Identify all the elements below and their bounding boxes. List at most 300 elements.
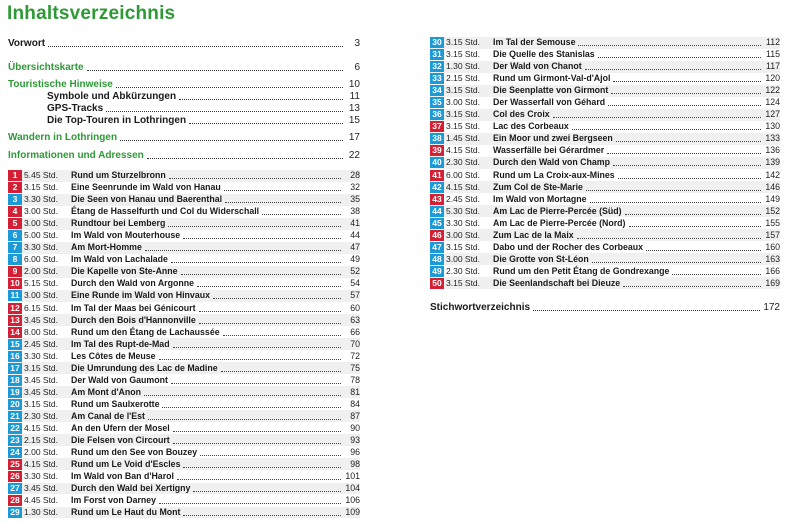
tour-duration: 5.00 Std.: [24, 230, 59, 241]
tour-duration: 4.15 Std.: [24, 458, 59, 469]
tour-row[interactable]: [430, 157, 780, 169]
tour-name: Eine Runde im Wald von Hinvaux: [71, 290, 210, 301]
tour-duration: 6.00 Std.: [24, 254, 59, 265]
tour-duration: 3.15 Std.: [446, 241, 481, 252]
tour-duration: 5.30 Std.: [446, 205, 481, 216]
tour-duration: 2.00 Std.: [24, 266, 59, 277]
tour-row[interactable]: [8, 170, 360, 182]
leader-dots: [144, 395, 341, 396]
tour-page: 155: [765, 217, 780, 228]
tour-row[interactable]: [430, 49, 780, 61]
toc-entry[interactable]: [8, 61, 360, 74]
tour-number-badge: 30: [430, 37, 444, 48]
leader-dots: [183, 238, 341, 239]
tour-number-badge: 4: [8, 206, 22, 217]
tour-name: Am Canal de l'Est: [71, 410, 145, 421]
leader-dots: [577, 238, 761, 239]
tour-name: Im Tal des Rupt-de-Mad: [71, 338, 170, 349]
tour-name: An den Ufern der Mosel: [71, 422, 170, 433]
tour-number-badge: 21: [8, 411, 22, 422]
toc-entry-stichwortverzeichnis[interactable]: [430, 301, 780, 314]
tour-number-badge: 7: [8, 242, 22, 253]
tour-duration: 3.30 Std.: [24, 194, 59, 205]
leader-dots: [162, 407, 341, 408]
leader-dots: [189, 123, 343, 124]
leader-dots: [629, 226, 762, 227]
tour-row[interactable]: [8, 254, 360, 266]
leader-dots: [625, 214, 761, 215]
leader-dots: [611, 93, 761, 94]
tour-page: 101: [345, 470, 360, 481]
toc-entry-page: 10: [348, 79, 360, 90]
tour-number-badge: 33: [430, 73, 444, 84]
tour-name: Der Wasserfall von Géhard: [493, 97, 606, 108]
tour-number-badge: 5: [8, 218, 22, 229]
tour-page: 93: [350, 434, 360, 445]
leader-dots: [159, 359, 341, 360]
tour-page: 130: [765, 121, 780, 132]
leader-dots: [646, 250, 761, 251]
tour-row[interactable]: [430, 169, 780, 181]
tour-duration: 5.45 Std.: [24, 170, 59, 181]
tour-page: 84: [350, 398, 360, 409]
tour-number-badge: 25: [8, 459, 22, 470]
tour-page: 57: [350, 290, 360, 301]
tour-number-badge: 15: [8, 339, 22, 350]
toc-entry-label: Wandern in Lothringen: [8, 132, 118, 143]
tour-number-badge: 50: [430, 278, 444, 289]
leader-dots: [592, 262, 761, 263]
tour-page: 75: [350, 362, 360, 373]
leader-dots: [585, 69, 761, 70]
tour-row[interactable]: [430, 241, 780, 253]
tour-page: 127: [765, 109, 780, 120]
tour-page: 66: [350, 326, 360, 337]
tour-name: Am Lac de Pierre-Percée (Süd): [493, 205, 622, 216]
tour-number-badge: 8: [8, 254, 22, 265]
tour-name: Étang de Hasselfurth und Col du Widerschall: [71, 206, 260, 217]
tour-duration: 4.15 Std.: [24, 422, 59, 433]
toc-entry[interactable]: [8, 37, 360, 50]
tour-number-badge: 6: [8, 230, 22, 241]
tour-name: Die Umrundung des Lac de Madine: [71, 362, 218, 373]
tour-row[interactable]: [8, 495, 360, 507]
tour-number-badge: 49: [430, 266, 444, 277]
tour-row[interactable]: [8, 434, 360, 446]
tour-duration: 2.45 Std.: [24, 338, 59, 349]
tour-row[interactable]: [430, 85, 780, 97]
leader-dots: [262, 214, 341, 215]
tour-number-badge: 38: [430, 133, 444, 144]
tour-page: 149: [765, 193, 780, 204]
tour-number-badge: 23: [8, 435, 22, 446]
leader-dots: [116, 87, 343, 88]
leader-dots: [608, 105, 761, 106]
leader-dots: [578, 45, 761, 46]
tour-page: 122: [765, 85, 780, 96]
leader-dots: [199, 323, 341, 324]
tour-number-badge: 47: [430, 242, 444, 253]
tour-duration: 5.15 Std.: [24, 278, 59, 289]
toc-entry-label: Stichwortverzeichnis: [430, 302, 531, 313]
tour-page: 109: [345, 506, 360, 517]
tour-page: 106: [345, 494, 360, 505]
tour-page: 81: [350, 386, 360, 397]
tour-duration: 3.30 Std.: [24, 470, 59, 481]
leader-dots: [586, 190, 761, 191]
tour-row[interactable]: [8, 374, 360, 386]
tour-duration: 3.30 Std.: [446, 217, 481, 228]
tour-row[interactable]: [8, 507, 360, 519]
toc-entry[interactable]: [8, 131, 360, 144]
tour-row[interactable]: [430, 145, 780, 157]
leader-dots: [553, 117, 761, 118]
tour-number-badge: 12: [8, 303, 22, 314]
tour-row[interactable]: [8, 314, 360, 326]
page-title: Inhaltsverzeichnis: [7, 3, 176, 24]
tour-row[interactable]: [8, 290, 360, 302]
tour-name: Im Wald von Lachalade: [71, 254, 168, 265]
tour-number-badge: 42: [430, 182, 444, 193]
tour-page: 163: [765, 253, 780, 264]
leader-dots: [173, 347, 341, 348]
tour-name: Die Kapelle von Ste-Anne: [71, 266, 178, 277]
tour-page: 166: [765, 265, 780, 276]
tour-page: 38: [350, 206, 360, 217]
toc-entry-label: Informationen und Adressen: [8, 150, 144, 161]
leader-dots: [197, 286, 341, 287]
tour-duration: 3.45 Std.: [24, 314, 59, 325]
tour-name: Die Seen von Hanau und Baerenthal: [71, 194, 223, 205]
leader-dots: [181, 274, 341, 275]
tour-page: 72: [350, 350, 360, 361]
tour-number-badge: 11: [8, 290, 22, 301]
tour-duration: 2.15 Std.: [446, 73, 481, 84]
tour-duration: 3.00 Std.: [24, 290, 59, 301]
tour-page: 142: [765, 169, 780, 180]
tour-name: Rund um La Croix-aux-Mines: [493, 169, 615, 180]
leader-dots: [607, 153, 761, 154]
tour-name: Zum Lac de la Maix: [493, 229, 574, 240]
tour-number-badge: 46: [430, 230, 444, 241]
tour-name: Rund um den Étang de Lachaussée: [71, 326, 220, 337]
leader-dots: [168, 226, 341, 227]
tour-page: 120: [765, 73, 780, 84]
tour-name: Rundtour bei Lemberg: [71, 218, 166, 229]
tour-number-badge: 13: [8, 315, 22, 326]
tour-name: Rund um den See von Bouzey: [71, 446, 198, 457]
tour-duration: 3.00 Std.: [24, 206, 59, 217]
tour-number-badge: 48: [430, 254, 444, 265]
tour-duration: 1.30 Std.: [446, 61, 481, 72]
tour-row[interactable]: [8, 242, 360, 254]
tour-row[interactable]: [430, 37, 780, 49]
tour-number-badge: 10: [8, 278, 22, 289]
tour-duration: 3.15 Std.: [24, 362, 59, 373]
tour-duration: 2.30 Std.: [446, 157, 481, 168]
leader-dots: [183, 467, 341, 468]
tour-page: 63: [350, 314, 360, 325]
leader-dots: [173, 443, 341, 444]
tour-number-badge: 17: [8, 363, 22, 374]
tour-row[interactable]: [430, 73, 780, 85]
tour-duration: 3.15 Std.: [446, 121, 481, 132]
tour-name: Les Côtes de Meuse: [71, 350, 156, 361]
tour-number-badge: 40: [430, 157, 444, 168]
leader-dots: [623, 286, 761, 287]
leader-dots: [225, 202, 341, 203]
tour-duration: 3.30 Std.: [24, 350, 59, 361]
tour-duration: 3.00 Std.: [446, 97, 481, 108]
tour-row[interactable]: [8, 458, 360, 470]
leader-dots: [223, 335, 341, 336]
tour-number-badge: 18: [8, 375, 22, 386]
tour-row[interactable]: [8, 230, 360, 242]
tour-duration: 3.15 Std.: [446, 277, 481, 288]
leader-dots: [533, 310, 760, 311]
tour-row[interactable]: [8, 422, 360, 434]
leader-dots: [169, 178, 341, 179]
tour-row[interactable]: [430, 193, 780, 205]
tour-duration: 1.45 Std.: [446, 133, 481, 144]
tour-row[interactable]: [8, 218, 360, 230]
tour-duration: 1.30 Std.: [24, 506, 59, 517]
tour-name: Rund um Saulxerotte: [71, 398, 160, 409]
leader-dots: [173, 431, 341, 432]
tour-duration: 4.45 Std.: [24, 494, 59, 505]
tour-name: Die Seenlandschaft bei Dieuze: [493, 277, 621, 288]
tour-row[interactable]: [430, 97, 780, 109]
toc-entry-label: Vorwort: [8, 38, 46, 49]
tour-duration: 3.15 Std.: [24, 398, 59, 409]
tour-duration: 3.00 Std.: [24, 218, 59, 229]
tour-number-badge: 3: [8, 194, 22, 205]
leader-dots: [120, 140, 343, 141]
tour-name: Lac des Corbeaux: [493, 121, 569, 132]
tour-page: 54: [350, 278, 360, 289]
tour-row[interactable]: [430, 229, 780, 241]
leader-dots: [87, 70, 343, 71]
tour-name: Rund um Le Void d'Escles: [71, 458, 181, 469]
tour-duration: 3.15 Std.: [24, 182, 59, 193]
tour-number-badge: 26: [8, 471, 22, 482]
tour-name: Der Wald von Chanot: [493, 61, 582, 72]
tour-duration: 3.15 Std.: [446, 109, 481, 120]
tour-name: Im Tal der Maas bei Génicourt: [71, 302, 196, 313]
tour-page: 96: [350, 446, 360, 457]
tour-row[interactable]: [430, 217, 780, 229]
leader-dots: [171, 383, 341, 384]
tour-row[interactable]: [8, 182, 360, 194]
toc-entry-label: Touristische Hinweise: [8, 79, 113, 90]
leader-dots: [159, 503, 341, 504]
toc-entry-page: 15: [348, 115, 360, 126]
tour-row[interactable]: [8, 350, 360, 362]
tour-name: Die Seenplatte von Girmont: [493, 85, 609, 96]
tour-number-badge: 24: [8, 447, 22, 458]
toc-entry-label: Die Top-Touren in Lothringen: [47, 115, 187, 126]
tour-duration: 2.00 Std.: [24, 446, 59, 457]
leader-dots: [199, 311, 342, 312]
tour-name: Am Lac de Pierre-Percée (Nord): [493, 217, 626, 228]
tour-row[interactable]: [8, 471, 360, 483]
tour-row[interactable]: [8, 410, 360, 422]
tour-name: Ein Moor und zwei Bergseen: [493, 133, 613, 144]
tour-page: 104: [345, 482, 360, 493]
leader-dots: [193, 491, 341, 492]
tour-row[interactable]: [430, 61, 780, 73]
tour-page: 157: [765, 229, 780, 240]
tour-page: 112: [765, 37, 780, 48]
leader-dots: [171, 262, 341, 263]
tour-number-badge: 14: [8, 327, 22, 338]
toc-entry-page: 13: [348, 103, 360, 114]
tour-duration: 3.00 Std.: [446, 229, 481, 240]
tour-duration: 3.15 Std.: [446, 37, 481, 48]
tour-name: Col des Croix: [493, 109, 550, 120]
tour-row[interactable]: [8, 266, 360, 278]
tour-page: 146: [765, 181, 780, 192]
leader-dots: [598, 57, 761, 58]
leader-dots: [572, 129, 761, 130]
leader-dots: [177, 479, 341, 480]
tour-row[interactable]: [430, 133, 780, 145]
toc-entry-page: 172: [763, 302, 780, 313]
tour-row[interactable]: [8, 386, 360, 398]
tour-duration: 3.15 Std.: [446, 49, 481, 60]
toc-entry-page: 6: [354, 62, 360, 73]
leader-dots: [147, 158, 343, 159]
tour-row[interactable]: [430, 121, 780, 133]
tour-duration: 6.00 Std.: [446, 169, 481, 180]
tour-duration: 6.15 Std.: [24, 302, 59, 313]
tour-page: 32: [350, 182, 360, 193]
toc-entry-page: 22: [348, 150, 360, 161]
tour-row[interactable]: [8, 362, 360, 374]
leader-dots: [106, 111, 343, 112]
toc-entry-label: GPS-Tracks: [47, 103, 104, 114]
tour-name: Durch den Bois d'Hannonville: [71, 314, 196, 325]
tour-page: 90: [350, 422, 360, 433]
tour-duration: 2.30 Std.: [24, 410, 59, 421]
leader-dots: [183, 515, 341, 516]
tour-duration: 3.15 Std.: [446, 85, 481, 96]
tour-row[interactable]: [430, 181, 780, 193]
tour-number-badge: 32: [430, 61, 444, 72]
tour-row[interactable]: [8, 338, 360, 350]
tour-name: Die Quelle des Stanislas: [493, 49, 595, 60]
tour-duration: 3.45 Std.: [24, 374, 59, 385]
tour-row[interactable]: [430, 109, 780, 121]
tour-name: Im Tal der Semouse: [493, 37, 576, 48]
tour-number-badge: 28: [8, 495, 22, 506]
toc-entry[interactable]: [8, 114, 360, 127]
tour-name: Wasserfälle bei Gérardmer: [493, 145, 605, 156]
leader-dots: [145, 250, 341, 251]
tour-page: 98: [350, 458, 360, 469]
tour-row[interactable]: [8, 302, 360, 314]
tour-page: 78: [350, 374, 360, 385]
toc-entry[interactable]: [8, 149, 360, 162]
tour-row[interactable]: [8, 398, 360, 410]
tour-name: Dabo und der Rocher des Corbeaux: [493, 241, 644, 252]
tour-number-badge: 44: [430, 206, 444, 217]
toc-entry-label: Symbole und Abkürzungen: [47, 91, 177, 102]
tour-number-badge: 29: [8, 507, 22, 518]
tour-page: 133: [765, 133, 780, 144]
tour-name: Im Wald von Mouterhouse: [71, 230, 181, 241]
tour-row[interactable]: [8, 483, 360, 495]
tour-row[interactable]: [430, 277, 780, 289]
tour-row[interactable]: [8, 278, 360, 290]
tour-number-badge: 20: [8, 399, 22, 410]
leader-dots: [200, 455, 341, 456]
tour-number-badge: 16: [8, 351, 22, 362]
tour-name: Rund um den Petit Étang de Gondrexange: [493, 265, 670, 276]
tour-duration: 3.45 Std.: [24, 482, 59, 493]
tour-duration: 3.00 Std.: [446, 253, 481, 264]
tour-name: Am Mont d'Anon: [71, 386, 142, 397]
tour-name: Rund um Le Haut du Mont: [71, 506, 181, 517]
tour-page: 60: [350, 302, 360, 313]
tour-row[interactable]: [430, 265, 780, 277]
tour-number-badge: 22: [8, 423, 22, 434]
tour-row[interactable]: [8, 446, 360, 458]
tour-number-badge: 45: [430, 218, 444, 229]
tour-number-badge: 41: [430, 170, 444, 181]
toc-entry-label: Übersichtskarte: [8, 62, 84, 73]
toc-entry-page: 3: [354, 38, 360, 49]
tour-number-badge: 37: [430, 121, 444, 132]
tour-page: 41: [350, 218, 360, 229]
tour-number-badge: 2: [8, 182, 22, 193]
tour-page: 49: [350, 254, 360, 265]
tour-duration: 8.00 Std.: [24, 326, 59, 337]
leader-dots: [221, 371, 341, 372]
tour-row[interactable]: [8, 326, 360, 338]
leader-dots: [213, 298, 341, 299]
tour-number-badge: 36: [430, 109, 444, 120]
leader-dots: [613, 165, 761, 166]
tour-name: Durch den Wald von Argonne: [71, 278, 194, 289]
tour-duration: 3.30 Std.: [24, 242, 59, 253]
leader-dots: [672, 274, 761, 275]
tour-page: 44: [350, 230, 360, 241]
tour-duration: 4.15 Std.: [446, 181, 481, 192]
tour-name: Die Grotte von St-Léon: [493, 253, 589, 264]
tour-name: Rund um Girmont-Val-d'Ajol: [493, 73, 611, 84]
tour-row[interactable]: [8, 194, 360, 206]
tour-number-badge: 31: [430, 49, 444, 60]
leader-dots: [613, 81, 761, 82]
leader-dots: [148, 419, 341, 420]
tour-row[interactable]: [430, 205, 780, 217]
tour-number-badge: 1: [8, 170, 22, 181]
tour-page: 70: [350, 338, 360, 349]
tour-number-badge: 9: [8, 266, 22, 277]
tour-page: 35: [350, 194, 360, 205]
leader-dots: [618, 178, 761, 179]
tour-duration: 4.15 Std.: [446, 145, 481, 156]
tour-number-badge: 39: [430, 145, 444, 156]
leader-dots: [48, 46, 343, 47]
tour-number-badge: 34: [430, 85, 444, 96]
tour-name: Der Wald von Gaumont: [71, 374, 168, 385]
tour-row[interactable]: [8, 206, 360, 218]
tour-page: 160: [765, 241, 780, 252]
tour-row[interactable]: [430, 253, 780, 265]
leader-dots: [224, 190, 341, 191]
